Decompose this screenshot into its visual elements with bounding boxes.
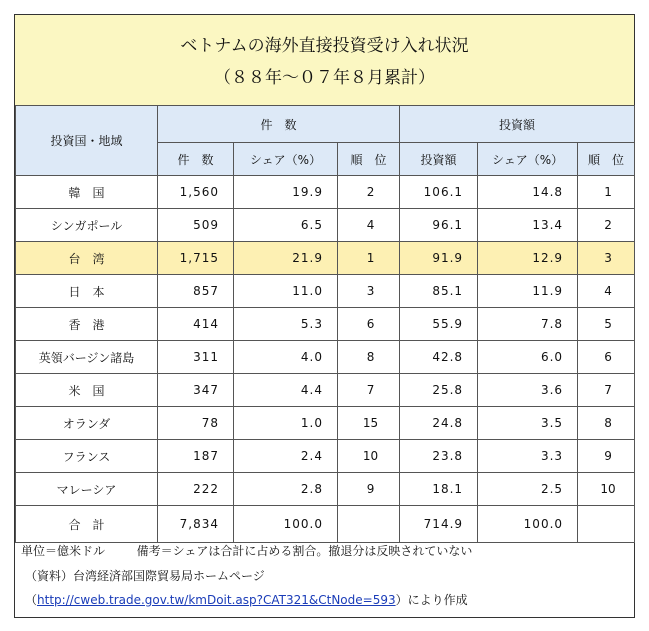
cell-amount-rank: 7 bbox=[578, 374, 635, 407]
table-subtitle: （８８年〜０７年８月累計） bbox=[214, 68, 435, 88]
cell-count-share: 2.4 bbox=[234, 440, 338, 473]
cell-region: 英領バージン諸島 bbox=[16, 341, 158, 374]
cell-amount-share: 13.4 bbox=[478, 209, 578, 242]
cell-amount-share: 3.6 bbox=[478, 374, 578, 407]
cell-count: 78 bbox=[158, 407, 234, 440]
unit-note: 単位＝億米ドル bbox=[21, 544, 106, 558]
cell-count: 222 bbox=[158, 473, 234, 506]
cell-count-rank: 8 bbox=[338, 341, 400, 374]
cell-amount-rank: 8 bbox=[578, 407, 635, 440]
cell-amount: 42.8 bbox=[400, 341, 478, 374]
remark-note: 備考＝シェアは合計に占める割合。撤退分は反映されていない bbox=[136, 544, 473, 558]
table-row bbox=[16, 308, 635, 341]
cell-region: 台 湾 bbox=[16, 242, 158, 275]
cell-count: 509 bbox=[158, 209, 234, 242]
header-amount-share: シェア（%） bbox=[478, 143, 578, 176]
cell-region: マレーシア bbox=[16, 473, 158, 506]
table-row bbox=[16, 374, 635, 407]
header-count: 件 数 bbox=[158, 143, 234, 176]
cell-amount-rank: 5 bbox=[578, 308, 635, 341]
cell-amount-share: 100.0 bbox=[478, 506, 578, 543]
cell-amount-share: 14.8 bbox=[478, 176, 578, 209]
cell-count: 7,834 bbox=[158, 506, 234, 543]
cell-count-rank: 9 bbox=[338, 473, 400, 506]
cell-count-rank: 4 bbox=[338, 209, 400, 242]
cell-amount-share: 3.3 bbox=[478, 440, 578, 473]
header-row-group bbox=[16, 106, 635, 143]
cell-count: 187 bbox=[158, 440, 234, 473]
cell-amount: 96.1 bbox=[400, 209, 478, 242]
header-count-group: 件 数 bbox=[158, 106, 400, 143]
cell-region: 香 港 bbox=[16, 308, 158, 341]
cell-amount: 55.9 bbox=[400, 308, 478, 341]
cell-region: 日 本 bbox=[16, 275, 158, 308]
cell-amount-share: 6.0 bbox=[478, 341, 578, 374]
cell-count-share: 11.0 bbox=[234, 275, 338, 308]
cell-amount: 714.9 bbox=[400, 506, 478, 543]
table-row bbox=[16, 407, 635, 440]
cell-amount-rank bbox=[578, 506, 635, 543]
cell-region: 韓 国 bbox=[16, 176, 158, 209]
table-row bbox=[16, 176, 635, 209]
cell-amount-share: 11.9 bbox=[478, 275, 578, 308]
investment-table-sheet bbox=[14, 14, 635, 618]
cell-count-share: 6.5 bbox=[234, 209, 338, 242]
link-open-paren: （ bbox=[25, 593, 38, 607]
header-count-share: シェア（%） bbox=[234, 143, 338, 176]
cell-count-share: 5.3 bbox=[234, 308, 338, 341]
cell-count: 311 bbox=[158, 341, 234, 374]
cell-count-share: 4.4 bbox=[234, 374, 338, 407]
cell-amount-rank: 2 bbox=[578, 209, 635, 242]
notes-line-unit bbox=[21, 542, 472, 559]
cell-amount-share: 7.8 bbox=[478, 308, 578, 341]
cell-amount: 23.8 bbox=[400, 440, 478, 473]
source-note: （資料）台湾経済部国際貿易局ホームページ bbox=[25, 569, 265, 583]
investment-table bbox=[15, 105, 635, 543]
cell-count-share: 2.8 bbox=[234, 473, 338, 506]
cell-count-rank: 3 bbox=[338, 275, 400, 308]
header-amount-rank: 順 位 bbox=[578, 143, 635, 176]
cell-amount-share: 12.9 bbox=[478, 242, 578, 275]
cell-count: 1,715 bbox=[158, 242, 234, 275]
total-row bbox=[16, 506, 635, 543]
cell-region: シンガポール bbox=[16, 209, 158, 242]
cell-amount-rank: 10 bbox=[578, 473, 635, 506]
cell-amount-share: 2.5 bbox=[478, 473, 578, 506]
table-row bbox=[16, 242, 635, 275]
source-link[interactable]: http://cweb.trade.gov.tw/kmDoit.asp?CAT321&CtNode=593 bbox=[37, 593, 396, 607]
cell-count: 857 bbox=[158, 275, 234, 308]
cell-count-rank: 6 bbox=[338, 308, 400, 341]
cell-amount-rank: 1 bbox=[578, 176, 635, 209]
header-count-rank: 順 位 bbox=[338, 143, 400, 176]
cell-count-share: 1.0 bbox=[234, 407, 338, 440]
table-row bbox=[16, 473, 635, 506]
notes-line-link bbox=[25, 591, 468, 608]
header-region: 投資国・地域 bbox=[16, 106, 158, 176]
cell-amount-rank: 6 bbox=[578, 341, 635, 374]
table-row bbox=[16, 209, 635, 242]
cell-amount-rank: 3 bbox=[578, 242, 635, 275]
cell-region: 合 計 bbox=[16, 506, 158, 543]
cell-amount: 91.9 bbox=[400, 242, 478, 275]
cell-amount-share: 3.5 bbox=[478, 407, 578, 440]
title-box bbox=[15, 15, 634, 106]
cell-region: オランダ bbox=[16, 407, 158, 440]
cell-count-rank: 10 bbox=[338, 440, 400, 473]
cell-count: 414 bbox=[158, 308, 234, 341]
cell-count-rank: 15 bbox=[338, 407, 400, 440]
cell-count-rank bbox=[338, 506, 400, 543]
cell-amount-rank: 4 bbox=[578, 275, 635, 308]
table-row bbox=[16, 440, 635, 473]
cell-amount: 24.8 bbox=[400, 407, 478, 440]
cell-amount: 18.1 bbox=[400, 473, 478, 506]
link-close-text: ）により作成 bbox=[395, 593, 468, 607]
cell-count-rank: 1 bbox=[338, 242, 400, 275]
header-amount-group: 投資額 bbox=[400, 106, 635, 143]
cell-count-share: 21.9 bbox=[234, 242, 338, 275]
cell-amount-rank: 9 bbox=[578, 440, 635, 473]
table-body bbox=[16, 176, 635, 543]
cell-amount: 25.8 bbox=[400, 374, 478, 407]
cell-region: フランス bbox=[16, 440, 158, 473]
cell-count-share: 100.0 bbox=[234, 506, 338, 543]
cell-count-share: 4.0 bbox=[234, 341, 338, 374]
cell-amount: 85.1 bbox=[400, 275, 478, 308]
cell-count: 1,560 bbox=[158, 176, 234, 209]
table-row bbox=[16, 275, 635, 308]
cell-amount: 106.1 bbox=[400, 176, 478, 209]
header-amount: 投資額 bbox=[400, 143, 478, 176]
cell-region: 米 国 bbox=[16, 374, 158, 407]
table-row bbox=[16, 341, 635, 374]
cell-count-rank: 7 bbox=[338, 374, 400, 407]
cell-count: 347 bbox=[158, 374, 234, 407]
cell-count-share: 19.9 bbox=[234, 176, 338, 209]
table-title: ベトナムの海外直接投資受け入れ状況 bbox=[180, 36, 469, 56]
cell-count-rank: 2 bbox=[338, 176, 400, 209]
